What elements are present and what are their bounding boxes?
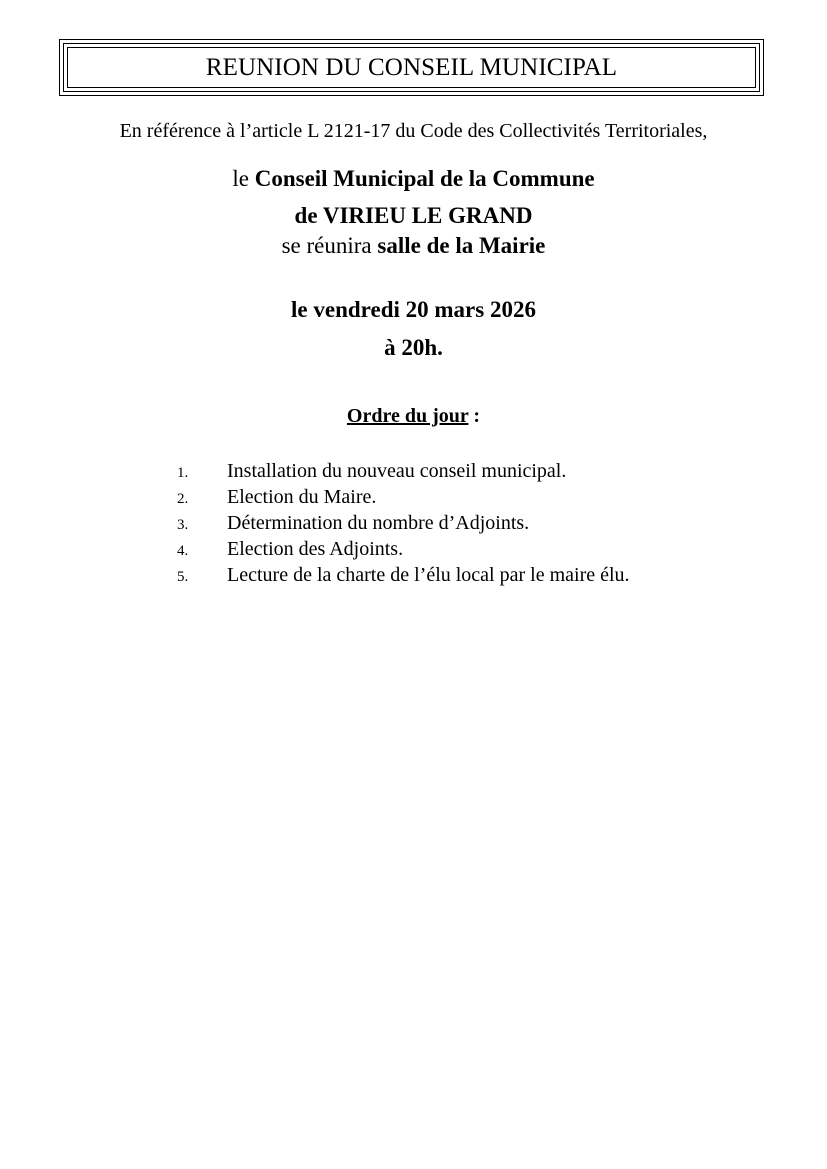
council-line — [0, 166, 827, 192]
list-item — [177, 510, 630, 536]
item-number: 4. — [177, 543, 189, 559]
location-name: salle de la Mairie — [377, 233, 546, 258]
legal-reference: En référence à l’article L 2121-17 du Code des Collectivités Territoriales, — [119, 120, 708, 142]
council-prefix: le — [232, 166, 255, 191]
agenda-title: Ordre du jour — [346, 405, 469, 427]
page-title: REUNION DU CONSEIL MUNICIPAL — [205, 53, 618, 81]
title-frame — [59, 39, 764, 96]
item-number: 1. — [177, 465, 189, 481]
item-number: 5. — [177, 569, 189, 585]
item-text: Election des Adjoints. — [227, 538, 404, 560]
item-number: 2. — [177, 491, 189, 507]
list-item — [177, 484, 630, 510]
meeting-date: le vendredi 20 mars 2026 — [291, 297, 536, 322]
list-item — [177, 562, 630, 588]
location-prefix: se réunira — [281, 233, 378, 258]
item-number: 3. — [177, 517, 189, 533]
item-text: Lecture de la charte de l’élu local par le maire élu. — [227, 564, 630, 586]
item-text: Installation du nouveau conseil municipal. — [227, 460, 567, 482]
item-text: Election du Maire. — [227, 486, 377, 508]
location-line — [0, 233, 827, 259]
meeting-time: à 20h. — [384, 335, 443, 360]
title-frame-inner — [63, 43, 760, 92]
agenda-heading — [0, 405, 827, 428]
council-name: Conseil Municipal de la Commune — [254, 166, 595, 191]
list-item — [177, 458, 630, 484]
commune-name: de VIRIEU LE GRAND — [294, 203, 533, 228]
agenda-list — [177, 458, 630, 588]
agenda-title-suffix: : — [468, 405, 481, 427]
item-text: Détermination du nombre d’Adjoints. — [227, 512, 530, 534]
list-item — [177, 536, 630, 562]
title-box — [67, 47, 756, 88]
